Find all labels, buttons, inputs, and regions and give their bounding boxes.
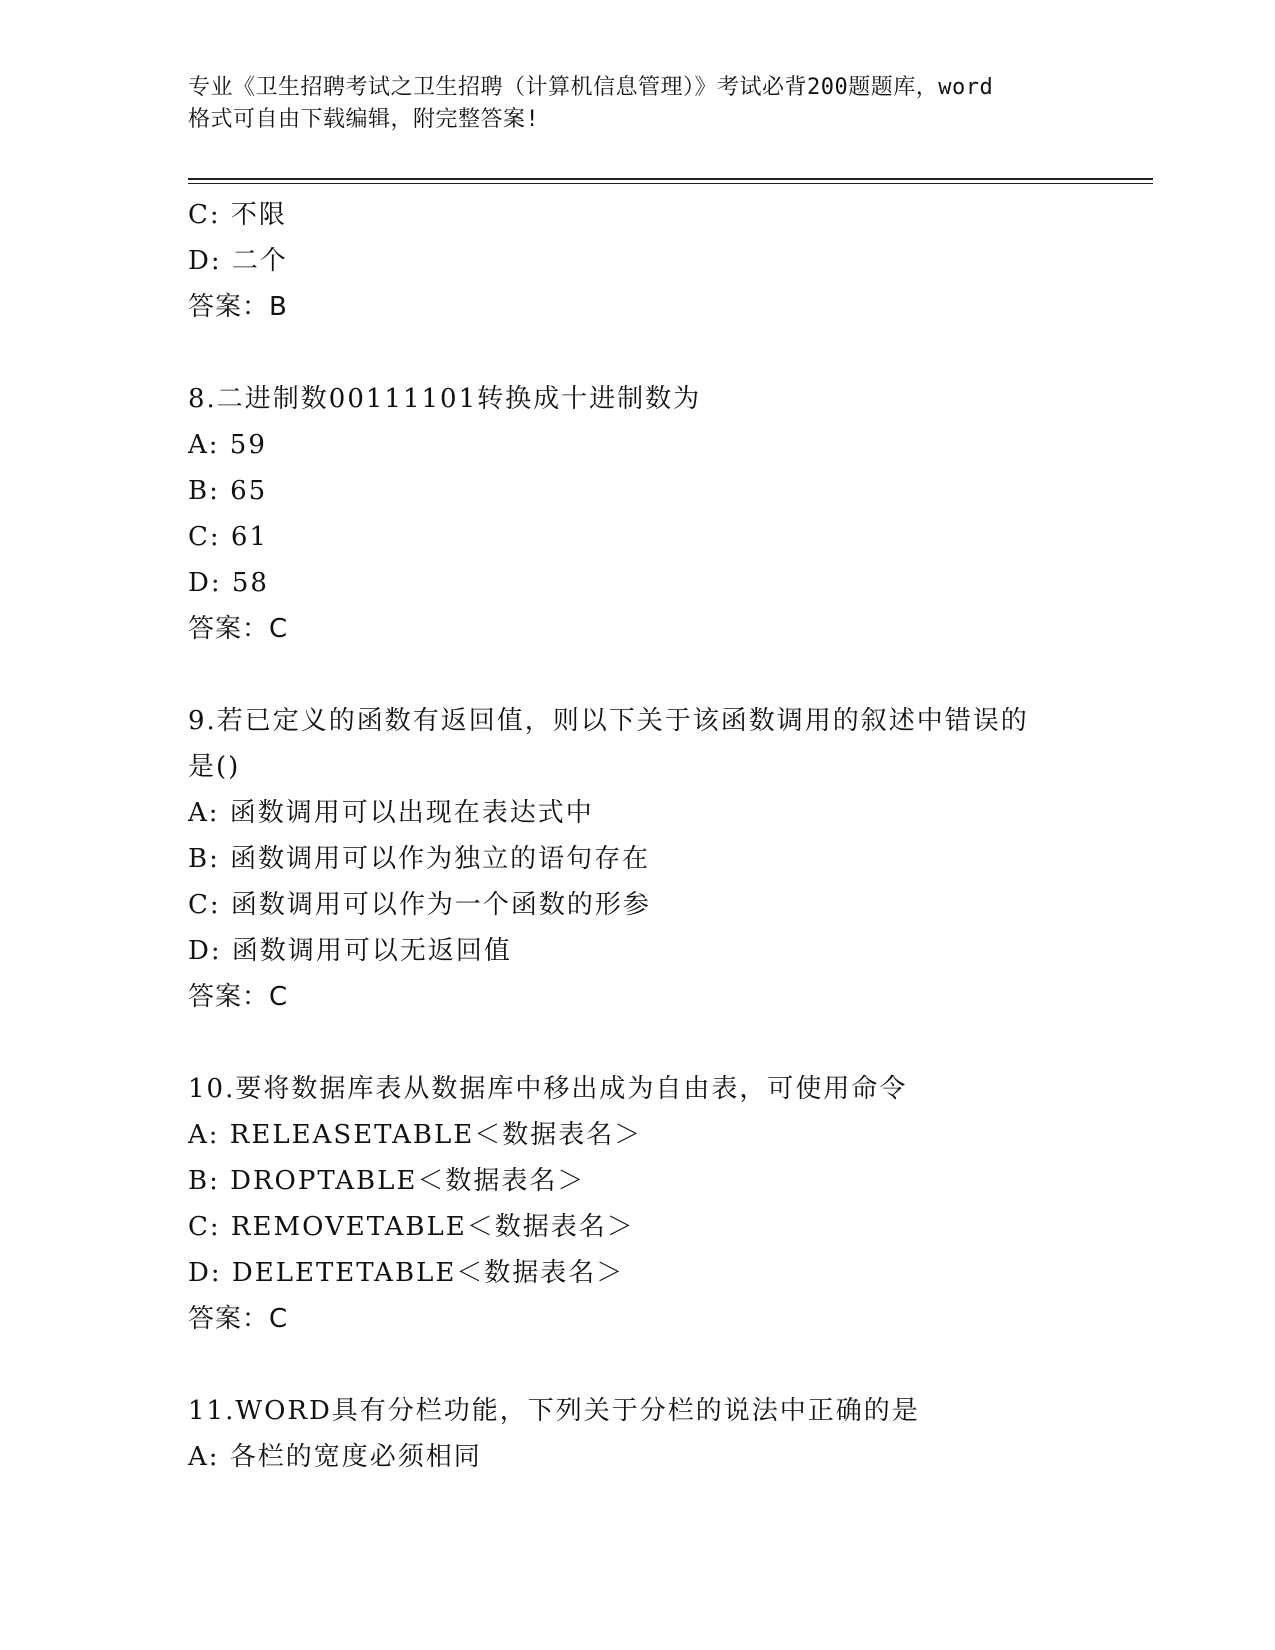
question-spacer	[188, 330, 1088, 376]
question-10	[188, 1066, 1088, 1342]
option-b: B: 65	[188, 476, 268, 506]
question-text: 10.要将数据库表从数据库中移出成为自由表，可使用命令	[188, 1074, 908, 1104]
option-d: D: 58	[188, 568, 269, 598]
option-a: A: RELEASETABLE＜数据表名＞	[188, 1120, 643, 1150]
question-7-tail	[188, 192, 1088, 330]
question-spacer	[188, 1020, 1088, 1066]
option-c: C: 不限	[188, 200, 287, 230]
option-c: C: 函数调用可以作为一个函数的形参	[188, 890, 651, 920]
option-d: D: DELETETABLE＜数据表名＞	[188, 1258, 625, 1288]
header-title-line-2: 格式可自由下载编辑，附完整答案!	[188, 107, 540, 132]
question-text: 8.二进制数00111101转换成十进制数为	[188, 384, 702, 414]
question-9	[188, 698, 1088, 1020]
answer-line: 答案：B	[188, 292, 288, 322]
option-c: C: 61	[188, 522, 269, 552]
answer-line: 答案：C	[188, 1304, 289, 1334]
option-a: A: 59	[188, 430, 267, 460]
header-divider-thin	[188, 183, 1153, 184]
question-text-line-1: 9.若已定义的函数有返回值，则以下关于该函数调用的叙述中错误的	[188, 706, 1029, 736]
option-b: B: 函数调用可以作为独立的语句存在	[188, 844, 651, 874]
question-8	[188, 376, 1088, 652]
question-11	[188, 1388, 1088, 1480]
answer-line: 答案：C	[188, 614, 289, 644]
option-c: C: REMOVETABLE＜数据表名＞	[188, 1212, 635, 1242]
header-title-line-1: 专业《卫生招聘考试之卫生招聘（计算机信息管理）》考试必背200题题库，word	[188, 75, 994, 100]
question-text: 11.WORD具有分栏功能，下列关于分栏的说法中正确的是	[188, 1396, 920, 1426]
answer-line: 答案：C	[188, 982, 289, 1012]
option-b: B: DROPTABLE＜数据表名＞	[188, 1166, 586, 1196]
option-a: A: 函数调用可以出现在表达式中	[188, 798, 594, 828]
question-text-line-2: 是()	[188, 752, 241, 782]
option-d: D: 二个	[188, 246, 288, 276]
header-divider-thick	[188, 178, 1153, 180]
question-list	[188, 192, 1088, 1480]
question-spacer	[188, 652, 1088, 698]
question-spacer	[188, 1342, 1088, 1388]
document-header	[188, 72, 1088, 136]
option-a: A: 各栏的宽度必须相同	[188, 1442, 482, 1472]
option-d: D: 函数调用可以无返回值	[188, 936, 512, 966]
